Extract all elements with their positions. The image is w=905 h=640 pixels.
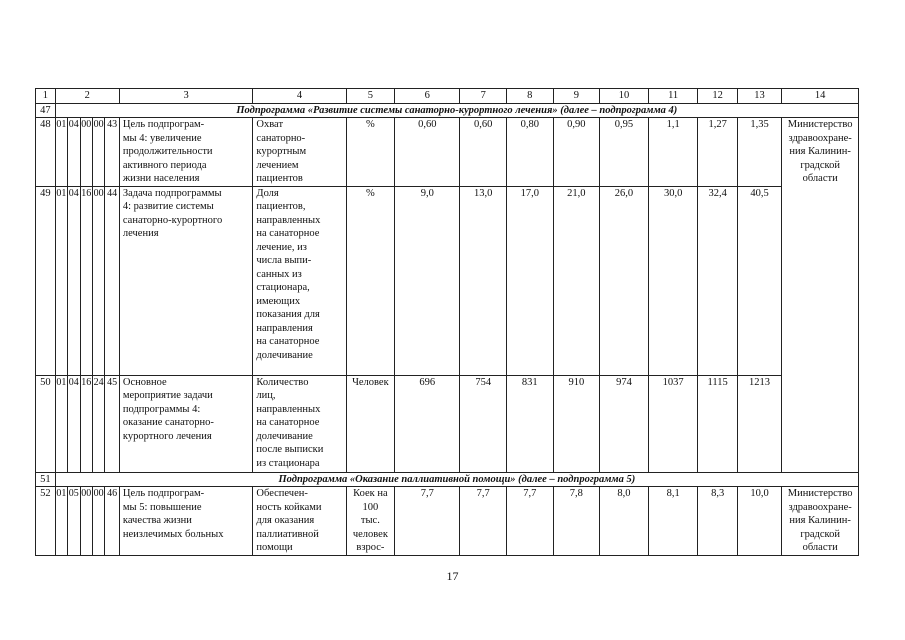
value-cell: 40,5 <box>737 186 782 375</box>
value-cell: 7,8 <box>553 487 600 556</box>
code-cell: 04 <box>68 375 80 472</box>
header-cell: 13 <box>737 89 782 104</box>
row-number: 49 <box>36 186 56 375</box>
value-cell: 13,0 <box>460 186 507 375</box>
value-cell: 17,0 <box>506 186 553 375</box>
header-cell: 11 <box>648 89 698 104</box>
row-number: 50 <box>36 375 56 472</box>
value-cell: 0,60 <box>395 118 460 187</box>
goal-name: Цель подпрограм- мы 4: увеличение продолжительности активного периода жизни населения <box>119 118 253 187</box>
unit-cell: Коек на 100 тыс. человек взрос- <box>346 487 395 556</box>
value-cell: 26,0 <box>600 186 649 375</box>
header-cell: 1 <box>36 89 56 104</box>
value-cell: 974 <box>600 375 649 472</box>
task-name: Задача подпрограммы 4: развитие системы санаторно-курортного лечения <box>119 186 253 375</box>
value-cell: 1115 <box>698 375 737 472</box>
indicator-name: Количество лиц, направленных на санаторное долечивание после выписки из стационара <box>253 375 346 472</box>
row-number: 47 <box>36 103 56 118</box>
header-cell: 2 <box>55 89 119 104</box>
table-row <box>36 375 859 472</box>
code-cell: 43 <box>105 118 120 187</box>
header-row <box>36 89 859 104</box>
unit-cell: Человек <box>346 375 395 472</box>
value-cell: 10,0 <box>737 487 782 556</box>
code-cell: 01 <box>55 186 67 375</box>
value-cell: 696 <box>395 375 460 472</box>
value-cell: 831 <box>506 375 553 472</box>
code-cell: 00 <box>80 487 92 556</box>
header-cell: 9 <box>553 89 600 104</box>
header-cell: 6 <box>395 89 460 104</box>
header-cell: 4 <box>253 89 346 104</box>
header-cell: 14 <box>782 89 859 104</box>
subprogram-row <box>36 472 859 487</box>
code-cell: 24 <box>92 375 104 472</box>
table-row <box>36 186 859 375</box>
value-cell: 21,0 <box>553 186 600 375</box>
responsible-cell: Министерство здравоохране- ния Калинин- градской области <box>782 487 859 556</box>
value-cell: 0,90 <box>553 118 600 187</box>
indicator-name: Охват санаторно- курортным лечением пациентов <box>253 118 346 187</box>
code-cell: 04 <box>68 118 80 187</box>
value-cell: 30,0 <box>648 186 698 375</box>
code-cell: 44 <box>105 186 120 375</box>
value-cell: 754 <box>460 375 507 472</box>
value-cell: 0,95 <box>600 118 649 187</box>
value-cell: 7,7 <box>460 487 507 556</box>
table-row <box>36 118 859 187</box>
code-cell: 01 <box>55 375 67 472</box>
row-number: 52 <box>36 487 56 556</box>
code-cell: 00 <box>92 118 104 187</box>
value-cell: 8,1 <box>648 487 698 556</box>
code-cell: 00 <box>92 186 104 375</box>
value-cell: 1037 <box>648 375 698 472</box>
indicator-name: Обеспечен- ность койками для оказания паллиативной помощи <box>253 487 346 556</box>
value-cell: 7,7 <box>395 487 460 556</box>
activity-name: Основное мероприятие задачи подпрограммы 4: оказание санаторно- курортного лечения <box>119 375 253 472</box>
header-cell: 3 <box>119 89 253 104</box>
code-cell: 46 <box>105 487 120 556</box>
indicators-table <box>35 88 859 556</box>
row-number: 48 <box>36 118 56 187</box>
code-cell: 16 <box>80 186 92 375</box>
header-cell: 7 <box>460 89 507 104</box>
code-cell: 04 <box>68 186 80 375</box>
unit-cell: % <box>346 118 395 187</box>
code-cell: 01 <box>55 118 67 187</box>
value-cell: 8,3 <box>698 487 737 556</box>
value-cell: 1,35 <box>737 118 782 187</box>
value-cell: 32,4 <box>698 186 737 375</box>
value-cell: 0,80 <box>506 118 553 187</box>
code-cell: 00 <box>80 118 92 187</box>
header-cell: 8 <box>506 89 553 104</box>
code-cell: 16 <box>80 375 92 472</box>
value-cell: 7,7 <box>506 487 553 556</box>
code-cell: 45 <box>105 375 120 472</box>
unit-cell: % <box>346 186 395 375</box>
responsible-cell: Министерство здравоохране- ния Калинин- градской области <box>782 118 859 473</box>
subprogram-row <box>36 103 859 118</box>
header-cell: 12 <box>698 89 737 104</box>
table-row <box>36 487 859 556</box>
value-cell: 910 <box>553 375 600 472</box>
goal-name: Цель подпрограм- мы 5: повышение качества жизни неизлечимых больных <box>119 487 253 556</box>
value-cell: 1,27 <box>698 118 737 187</box>
value-cell: 1,1 <box>648 118 698 187</box>
code-cell: 01 <box>55 487 67 556</box>
row-number: 51 <box>36 472 56 487</box>
page-number: 17 <box>446 569 459 583</box>
header-cell: 5 <box>346 89 395 104</box>
value-cell: 9,0 <box>395 186 460 375</box>
code-cell: 05 <box>68 487 80 556</box>
subprogram-title: Подпрограмма «Развитие системы санаторно-курортного лечения» (далее – подпрограмма 4) <box>55 103 858 118</box>
subprogram-title: Подпрограмма «Оказание паллиативной помощи» (далее – подпрограмма 5) <box>55 472 858 487</box>
value-cell: 0,60 <box>460 118 507 187</box>
value-cell: 8,0 <box>600 487 649 556</box>
indicator-name: Доля пациентов, направленных на санаторное лечение, из числа выпи- санных из стационара, имеющих показания для направления на санаторное долечивание <box>253 186 346 375</box>
header-cell: 10 <box>600 89 649 104</box>
value-cell: 1213 <box>737 375 782 472</box>
code-cell: 00 <box>92 487 104 556</box>
